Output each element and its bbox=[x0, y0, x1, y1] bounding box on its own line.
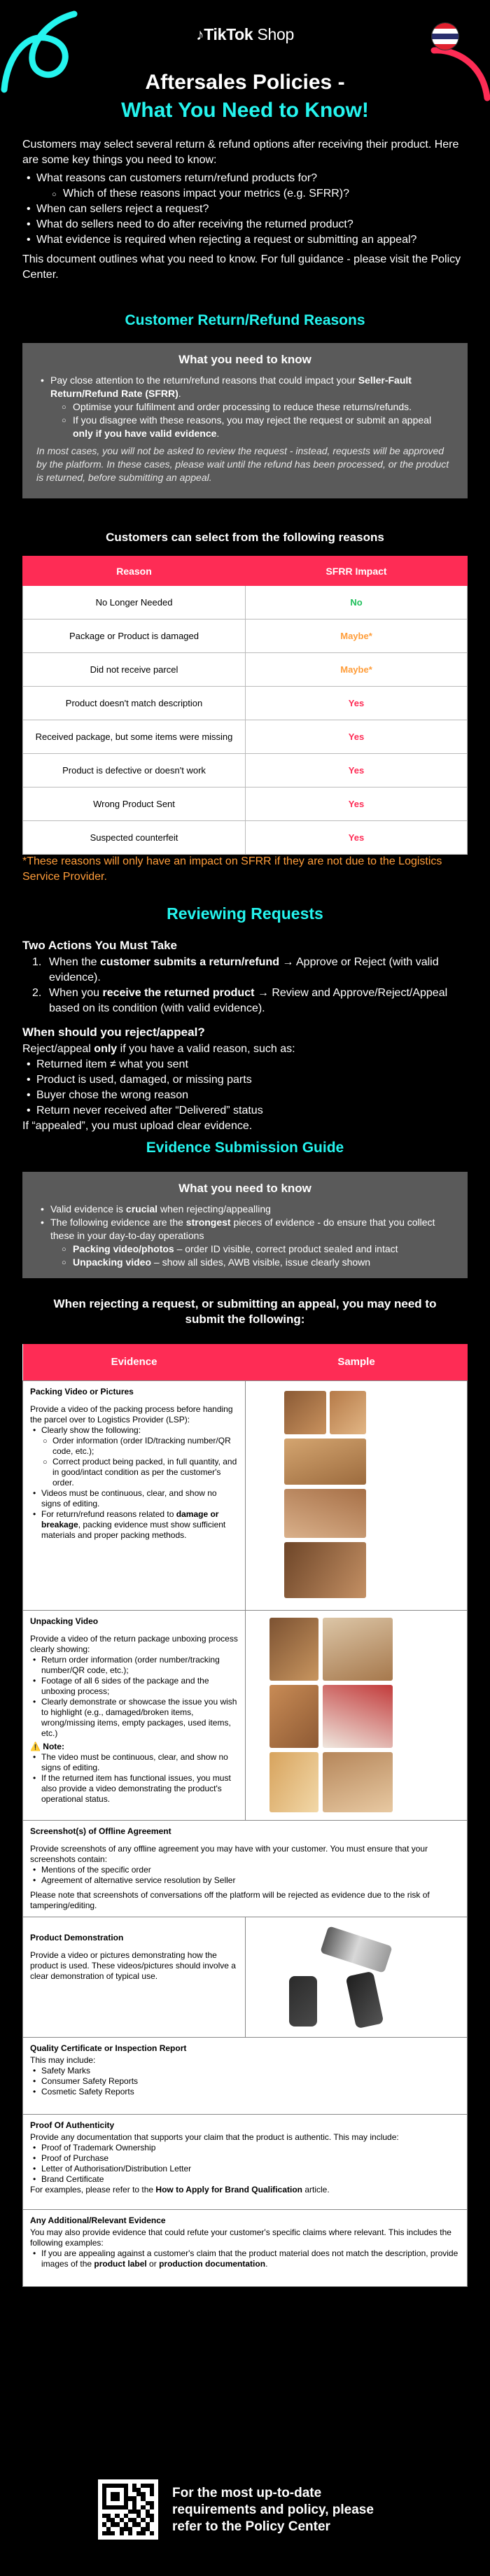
reason-row bbox=[23, 754, 468, 788]
unpacking-photo bbox=[270, 1618, 318, 1681]
reasons-section-title: Customer Return/Refund Reasons bbox=[125, 312, 365, 328]
intro-questions: • What reasons can customers return/refund products for? ○ Which of these reasons impact your metrics (e.g. SFRR)? • When can sellers reject a request? • What do sellers need to do after receiving the returned product? • What evidence is required when rejecting a request or submitting an appeal? bbox=[22, 171, 470, 248]
product-photo bbox=[289, 1976, 317, 2026]
reason-cell: Received package, but some items were missing bbox=[23, 720, 246, 754]
reason-cell: Did not receive parcel bbox=[23, 653, 246, 687]
packing-photo bbox=[284, 1438, 366, 1485]
review-section: Two Actions You Must Take 1. When the customer submits a return/refund → Approve or Reject (with valid evidence). 2. When you receive the returned product → Review and Approve/Reject/Appeal based on its condition (with valid evidence). When should you reject/appeal? Reject/appeal only if you have a valid reason, such as: • Returned item ≠ what you sent • Product is used, damaged, or missing parts • Buyer chose the wrong reason • Return never received after “Delivered” status If “appealed”, you must upload clear evidence. bbox=[22, 938, 470, 1134]
unpacking-photo bbox=[323, 1752, 393, 1812]
unpacking-photo bbox=[323, 1618, 393, 1681]
packing-photo bbox=[284, 1542, 366, 1598]
reason-row bbox=[23, 788, 468, 821]
evidence-section-title: Evidence Submission Guide bbox=[146, 1140, 344, 1156]
sfrr-impact-cell: Yes bbox=[246, 788, 468, 821]
footer-cta: For the most up-to-date requirements and policy, please refer to the Policy Center bbox=[172, 2486, 374, 2534]
product-photo bbox=[346, 1970, 384, 2029]
evidence-heading: When rejecting a request, or submitting an appeal, you may need to submit the following: bbox=[53, 1297, 437, 1326]
evidence-row-authenticity: Proof Of Authenticity Provide any documentation that supports your claim that the product is authentic. This may include: • Proof of Trademark Ownership • Proof of Purchase • Letter of Authorisation/Distribution Letter • Brand Certificate For examples, please refer to the How to Apply for Brand Qualification article. bbox=[23, 2114, 468, 2209]
reason-row bbox=[23, 687, 468, 720]
reason-cell: Suspected counterfeit bbox=[23, 821, 246, 855]
reasons-table-title: Customers can select from the following reasons bbox=[106, 531, 384, 544]
evidence-row-quality-certificate: Quality Certificate or Inspection Report This may include: • Safety Marks • Consumer Safety Reports • Cosmetic Safety Reports bbox=[23, 2037, 468, 2114]
reasons-info-box: What you need to know • Pay close attention to the return/refund reasons that could impact your Seller-Fault Return/Refund Rate (SFRR). ○ Optimise your fulfilment and order processing to reduce these returns/refunds. ○ If you disagree with these reasons, you may reject the request or submit an appeal only if you have valid evidence. In most cases, you will not be asked to review the request - instead, requests will be approved by the platform. In these cases, please wait until the refund has been processed, or the product is returned, before submitting an appeal. bbox=[22, 343, 468, 498]
intro-section: Customers may select several return & refund options after receiving their product. Here are some key things you need to know: • What reasons can customers return/refund products for? ○ Which of these reasons impact your metrics (e.g. SFRR)? • When can sellers reject a request? • What do sellers need to do after receiving the returned product? • What evidence is required when rejecting a request or submitting an appeal? This document outlines what you need to know. For full guidance - please visit the Policy Center. bbox=[22, 137, 470, 283]
tiktok-note-icon: ♪ bbox=[195, 25, 204, 43]
evidence-row-packing: Packing Video or Pictures Provide a video of the packing process before handing the parcel over to Logistics Provider (LSP): • Clearly show the following: ○ Order information (order ID/tracking number/QR code, etc.); ○ Correct product being packed, in full quantity, and in good/intact condition as per the customer's order. • Videos must be continuous, clear, and show no signs of editing. • For return/refund reasons related to damage or breakage, packing evidence must show sufficient materials and proper packing methods. bbox=[23, 1380, 468, 1610]
sfrr-impact-cell: Yes bbox=[246, 687, 468, 720]
sfrr-impact-cell: Yes bbox=[246, 821, 468, 855]
policy-center-qr-code[interactable] bbox=[98, 2479, 158, 2540]
evidence-row-product-demo: Product Demonstration Provide a video or pictures demonstrating how the product is used. These videos/pictures should involve a clear demonstration of typical use. bbox=[23, 1917, 468, 2037]
warning-icon: ⚠️ bbox=[30, 1741, 41, 1751]
reason-cell: Package or Product is damaged bbox=[23, 620, 246, 653]
thailand-flag-icon bbox=[431, 22, 459, 50]
reason-row bbox=[23, 821, 468, 855]
unpacking-photo bbox=[323, 1685, 393, 1748]
demo-sample-images bbox=[246, 1917, 468, 2037]
evidence-row-offline-agreement: Screenshot(s) of Offline Agreement Provide screenshots of any offline agreement you may have with your customer. You must ensure that your screenshots contain: • Mentions of the specific order • Agreement of alternative service resolution by Seller Please note that screenshots of conversations off the platform will be rejected as evidence due to the risk of tampering/editing. bbox=[23, 1820, 468, 1917]
reason-row bbox=[23, 720, 468, 754]
unpacking-photo bbox=[270, 1685, 318, 1748]
reason-row bbox=[23, 586, 468, 620]
evidence-table: Evidence Sample Packing Video or Pictures Provide a video of the packing process before handing the parcel over to Logistics Provider (LSP): • Clearly show the following: ○ Order information (order ID/tracking number/QR code, etc.); ○ Correct product being packed, in full quantity, and in good/intact condition as per the customer's order. • Videos must be continuous, clear, and show no signs of editing. • For return/refund reasons related to damage or breakage, packing evidence must show sufficient materials and proper packing methods. Unpacking Video Provide a video of the return package unboxing process clearly showing: • Return order information (order number/tracking number/QR code, etc.); • Footage of all 6 sides of the package and the unboxing process; • Clearly demonstrate or showcase the issue you wish to highlight (e.g., damaged/broken items, wrong/missing items, empty packages, used items, etc.) ⚠️ Note: • The video must be continuous, clear, and show no signs of editing. • If the returned item has functional issues, you must also provide a video demonstrating the product's operational status. Screenshot(s) of Offline Agreement Provide screenshots of any offline agreement you may have with your customer. You must ensure that your screenshots contain: • Mentions of the specific order • Agreement of alternative service resolution by Seller Please note that screenshots of conversations off the platform will be rejected as evidence due to the risk of tampering/editing. Product Demonstration Provide a video or pictures demonstrating how the product is used. These videos/pictures should involve a clear demonstration of typical use. Quality Certificate or Inspection Report This may include: • Safety Marks • Consumer Safety Reports • Cosmetic Safety Reports Proof Of Authenticity Provide any documentation that supports your claim that the product is authentic. This may include: • Proof of Trademark Ownership • Proof of Purchase • Letter of Authorisation/Distribution Letter • Brand Certificate For examples, please refer to the How to Apply for Brand Qualification article. Any Additional/Relevant Evidence You may also provide evidence that could refute your customer's specific claims where relevant. This includes the following examples: • If you are appealing against a customer's claim that the product material does not match the description, provide images of the product label or production documentation. bbox=[22, 1344, 468, 2287]
sfrr-impact-cell: Yes bbox=[246, 720, 468, 754]
reasons-table: Reason SFRR Impact No Longer Needed No Package or Product is damaged Maybe* Did not receive parcel Maybe* Product doesn't match description Yes Received package, but some items were missing Yes Product is defective or doesn't work Yes Wrong Product Sent Yes Suspected counterfeit Yes bbox=[22, 556, 468, 855]
packing-photo bbox=[284, 1391, 326, 1434]
reason-cell: Product is defective or doesn't work bbox=[23, 754, 246, 788]
packing-photo bbox=[284, 1489, 366, 1538]
sfrr-impact-cell: No bbox=[246, 586, 468, 620]
sfrr-impact-cell: Yes bbox=[246, 754, 468, 788]
sfrr-impact-cell: Maybe* bbox=[246, 653, 468, 687]
reason-cell: Product doesn't match description bbox=[23, 687, 246, 720]
product-photo bbox=[320, 1926, 393, 1973]
sfrr-impact-cell: Maybe* bbox=[246, 620, 468, 653]
reason-row bbox=[23, 653, 468, 687]
unpacking-sample-images bbox=[246, 1610, 468, 1820]
sfrr-footnote: *These reasons will only have an impact on SFRR if they are not due to the Logistics Service Provider. bbox=[22, 855, 442, 883]
packing-sample-images bbox=[246, 1380, 468, 1610]
reason-row bbox=[23, 620, 468, 653]
page-title: Aftersales Policies - What You Need to Know! bbox=[121, 71, 369, 122]
evidence-row-unpacking: Unpacking Video Provide a video of the return package unboxing process clearly showing: • Return order information (order number/tracking number/QR code, etc.); • Footage of all 6 sides of the package and the unboxing process; • Clearly demonstrate or showcase the issue you wish to highlight (e.g., damaged/broken items, wrong/missing items, empty packages, used items, etc.) ⚠️ Note: • The video must be continuous, clear, and show no signs of editing. • If the returned item has functional issues, you must also provide a video demonstrating the product's operational status. bbox=[23, 1610, 468, 1820]
packing-photo bbox=[330, 1391, 366, 1434]
evidence-row-additional: Any Additional/Relevant Evidence You may also provide evidence that could refute your customer's specific claims where relevant. This includes the following examples: • If you are appealing against a customer's claim that the product material does not match the description, provide images of the product label or production documentation. bbox=[23, 2209, 468, 2286]
unpacking-photo bbox=[270, 1752, 318, 1812]
reason-cell: No Longer Needed bbox=[23, 586, 246, 620]
tiktok-shop-logo: ♪TikTok Shop bbox=[195, 25, 294, 43]
review-section-title: Reviewing Requests bbox=[167, 904, 323, 923]
evidence-info-box: What you need to know • Valid evidence is crucial when rejecting/appealling • The following evidence are the strongest pieces of evidence - do ensure that you collect these in your day-to-day operations ○ Packing video/photos – order ID visible, correct product sealed and intact ○ Unpacking video – show all sides, AWB visible, issue clearly shown bbox=[22, 1172, 468, 1278]
reason-cell: Wrong Product Sent bbox=[23, 788, 246, 821]
